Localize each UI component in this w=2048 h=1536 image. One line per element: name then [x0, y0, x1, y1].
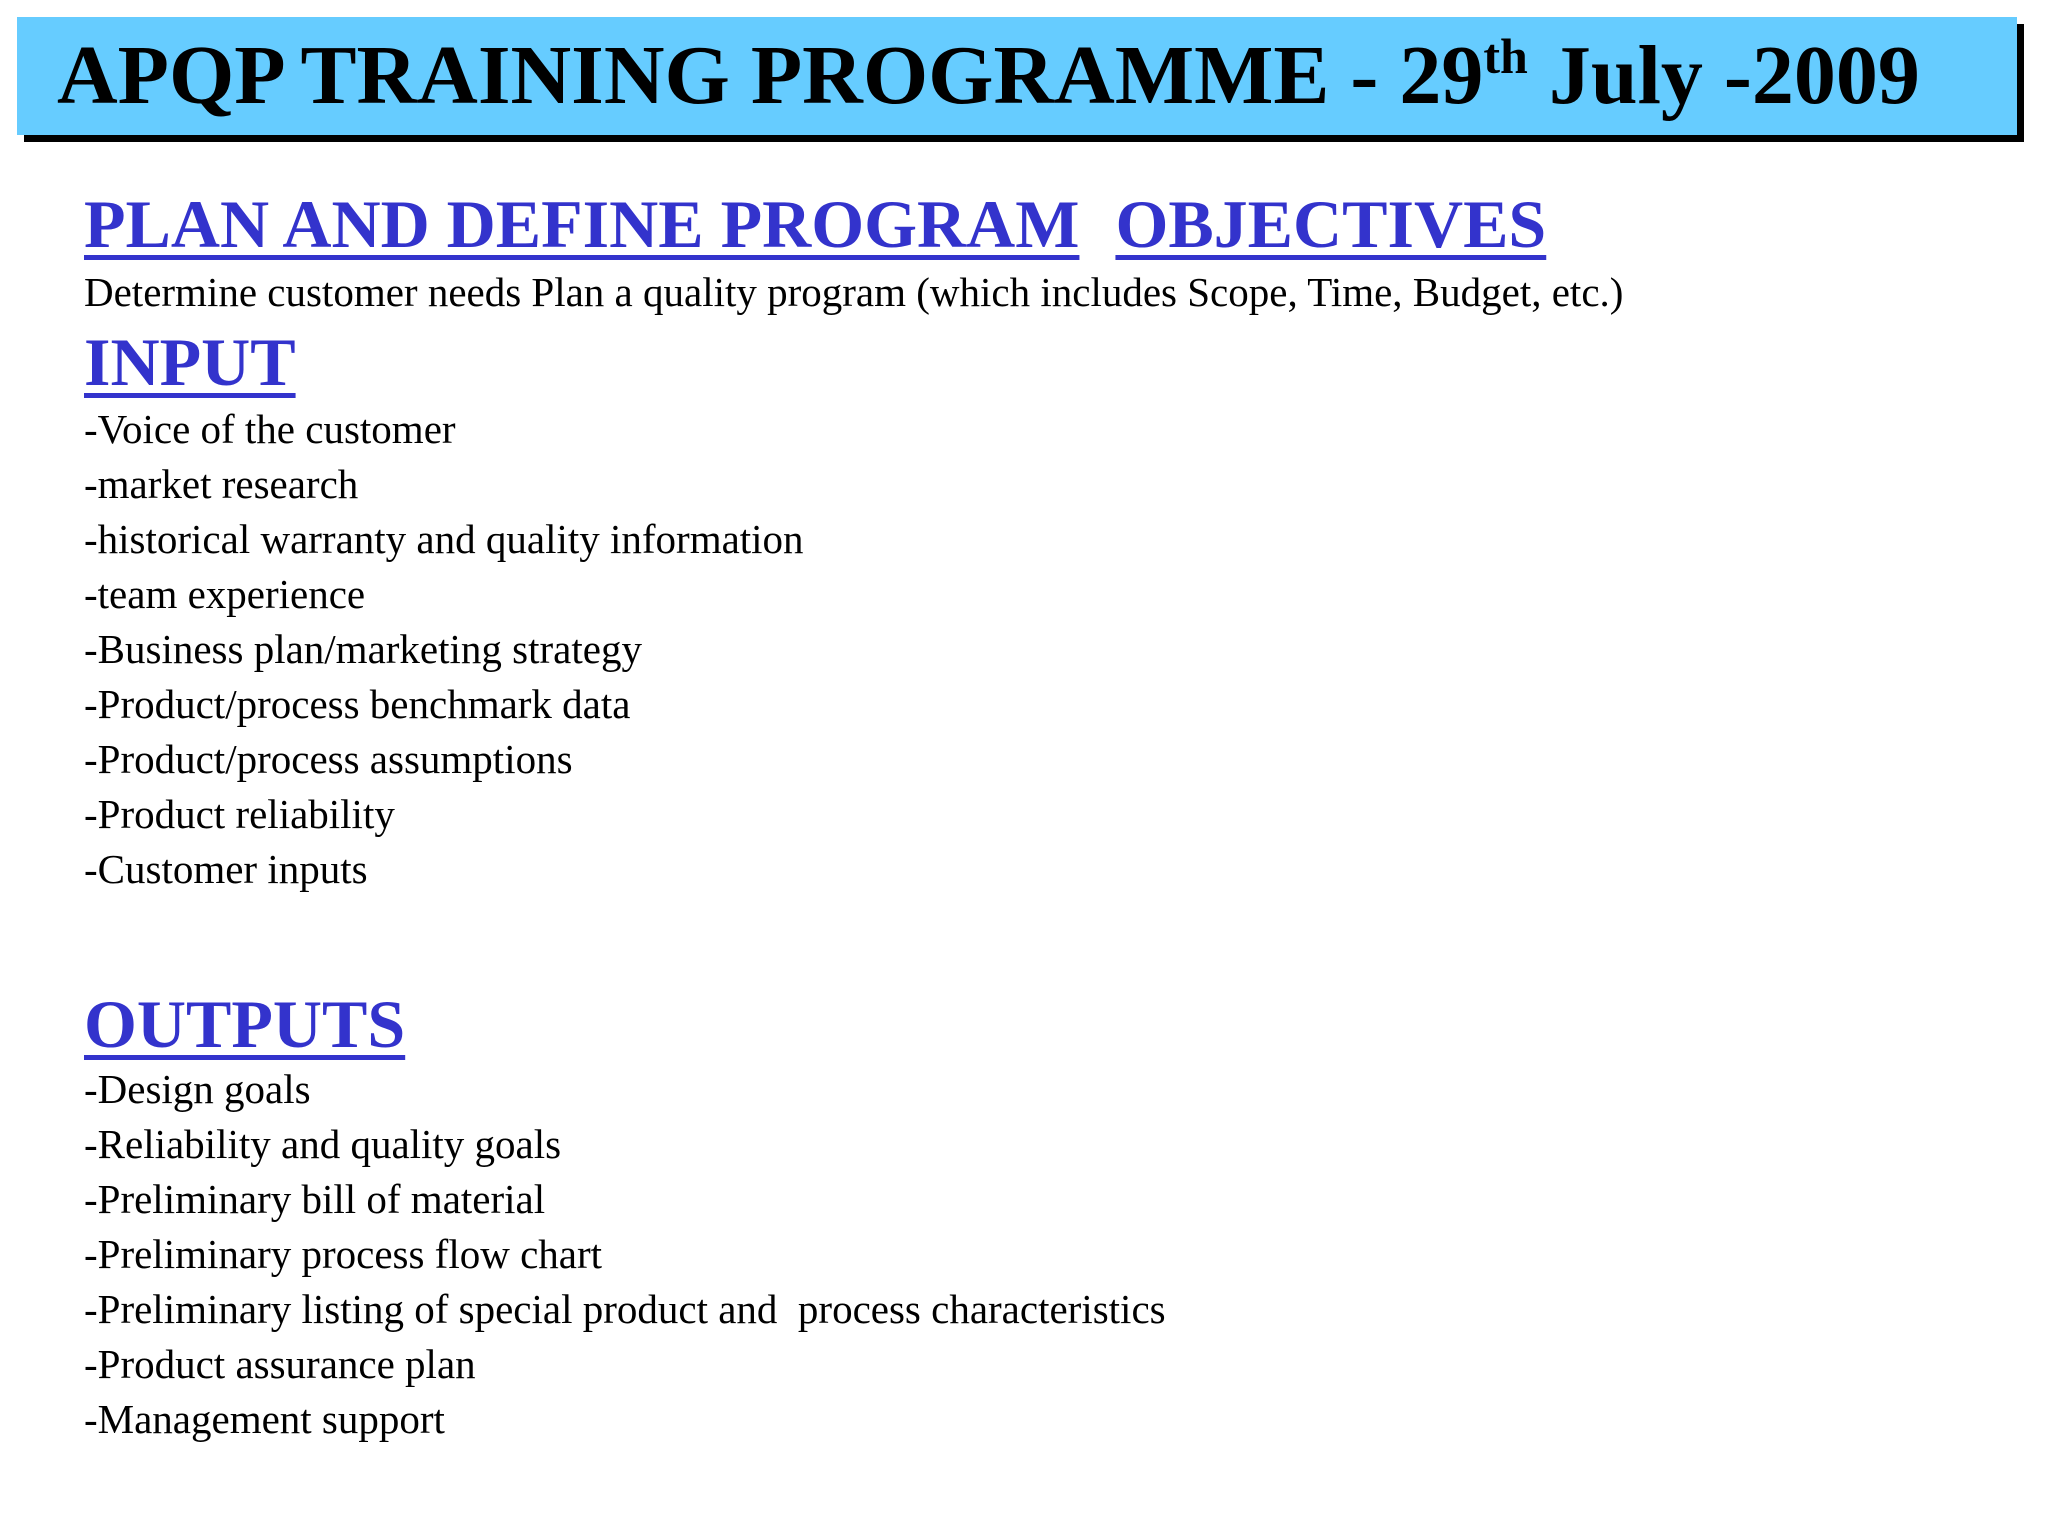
input-list	[84, 402, 804, 897]
list-item: -Reliability and quality goals	[84, 1121, 562, 1167]
list-item: -Voice of the customer	[84, 406, 456, 452]
list-item: -Product/process assumptions	[84, 736, 573, 782]
input-heading: INPUT	[84, 324, 296, 400]
list-item: -Preliminary listing of special product and process characteristics	[84, 1286, 1166, 1332]
list-item: -Customer inputs	[84, 846, 368, 892]
plan-heading	[84, 186, 1547, 262]
list-item: -Design goals	[84, 1066, 311, 1112]
plan-heading-part1: PLAN AND DEFINE PROGRAM	[84, 186, 1080, 262]
list-item: -Management support	[84, 1396, 445, 1442]
outputs-heading: OUTPUTS	[84, 986, 406, 1062]
list-item: -Product assurance plan	[84, 1341, 476, 1387]
outputs-list	[84, 1062, 1166, 1447]
list-item: -market research	[84, 461, 359, 507]
slide-title: APQP TRAINING PROGRAMME - 29th July -2009	[57, 28, 1920, 122]
list-item: -historical warranty and quality information	[84, 516, 804, 562]
plan-heading-part2: OBJECTIVES	[1115, 186, 1547, 262]
list-item: -Preliminary process flow chart	[84, 1231, 603, 1277]
list-item: -Product/process benchmark data	[84, 681, 631, 727]
list-item: -Preliminary bill of material	[84, 1176, 546, 1222]
title-superscript: th	[1483, 28, 1528, 84]
plan-description: Determine customer needs Plan a quality program (which includes Scope, Time, Budget, etc.)	[84, 269, 1624, 315]
list-item: -team experience	[84, 571, 366, 617]
title-banner	[17, 17, 2017, 135]
list-item: -Business plan/marketing strategy	[84, 626, 642, 672]
list-item: -Product reliability	[84, 791, 395, 837]
